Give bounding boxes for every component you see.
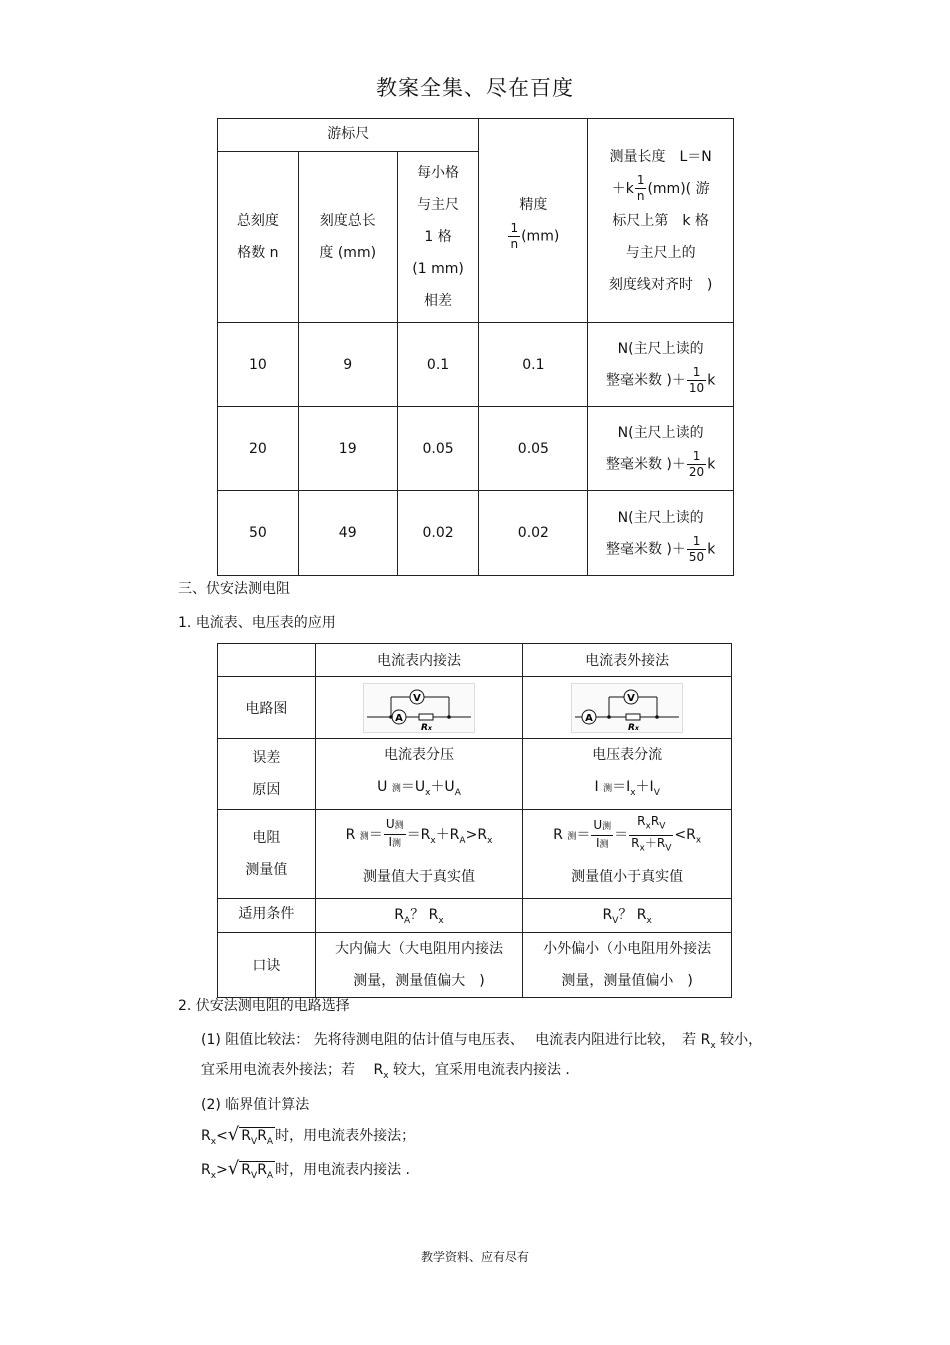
svg-text:Rx: Rx bbox=[421, 722, 432, 733]
formula-line: $R_x<√$ $R_VR_A$ 时，用电流表外接法； bbox=[201, 1124, 415, 1150]
subsection-heading: 2. 伏安法测电阻的电路选择 bbox=[178, 998, 350, 1014]
header-division-diff: 每小格 与主尺 1 格 (1 mm) 相差 bbox=[397, 152, 479, 323]
header-total-divisions: 总刻度 格数 n bbox=[218, 152, 299, 323]
paragraph: (1) 阻值比较法： 先将待测电阻的估计值与电压表、 电流表内阻进行比较， 若 $R_x$ 较小， bbox=[201, 1032, 763, 1051]
condition-external: $R_V$？ $R_x$ bbox=[523, 898, 732, 932]
page-title: 教案全集、尽在百度 bbox=[376, 76, 574, 100]
subsection-heading: 1. 电流表、电压表的应用 bbox=[178, 615, 336, 631]
col-internal: 电流表内接法 bbox=[315, 644, 523, 677]
header-precision: 精度 $\frac{1}{n}$ (mm) bbox=[479, 119, 588, 323]
svg-text:V: V bbox=[627, 692, 636, 704]
paragraph: (2) 临界值计算法 bbox=[201, 1097, 310, 1113]
ammeter-table bbox=[217, 643, 732, 998]
svg-text:A: A bbox=[585, 712, 594, 724]
svg-text:Rx: Rx bbox=[628, 722, 639, 733]
error-external: 电压表分流 I 测$=I_x+I_V$ bbox=[523, 739, 732, 810]
col-external: 电流表外接法 bbox=[523, 644, 732, 677]
header-total-length: 刻度总长 度 (mm) bbox=[298, 152, 397, 323]
row-circuit: 电路图 bbox=[218, 677, 316, 739]
formula-line: $R_x>√$ $R_VR_A$ 时，用电流表内接法 . bbox=[201, 1158, 410, 1184]
vernier-table bbox=[217, 118, 734, 576]
mnemonic-external: 小外偏小（小电阻用外接法 测量，测量值偏小 ) bbox=[523, 932, 732, 997]
page-footer: 教学资料、应有尽有 bbox=[420, 1250, 529, 1264]
internal-circuit-diagram bbox=[363, 683, 475, 733]
table-row: 50 49 0.02 0.02 N(主尺上读的 整毫米数 )＋ $\frac{1}{50}$ k bbox=[218, 491, 734, 576]
svg-text:A: A bbox=[395, 712, 403, 724]
vernier-group-header: 游标尺 bbox=[218, 119, 479, 152]
row-condition: 适用条件 bbox=[218, 898, 316, 932]
mnemonic-internal: 大内偏大（大电阻用内接法 测量，测量值偏大 ) bbox=[315, 932, 523, 997]
row-measured-value: 电阻 测量值 bbox=[218, 809, 316, 898]
header-measure-length: 测量长度 L＝N ＋k $\frac{1}{n}$ (mm)( 游 标尺上第 k 格 与主尺上的 刻度线对齐时 ) bbox=[588, 119, 734, 323]
row-mnemonic: 口诀 bbox=[218, 932, 316, 997]
condition-internal: $R_A$？ $R_x$ bbox=[315, 898, 523, 932]
value-internal: R 测＝ $\frac{\text{U测}}{\text{I测}}$ $=R_x+R_A>R_x$ 测量值大于真实值 bbox=[315, 809, 523, 898]
row-error-cause: 误差 原因 bbox=[218, 739, 316, 810]
svg-text:V: V bbox=[413, 692, 421, 704]
table-row: 20 19 0.05 0.05 N(主尺上读的 整毫米数 )＋ $\frac{1}{20}$ k bbox=[218, 407, 734, 491]
table-row: 10 9 0.1 0.1 N(主尺上读的 整毫米数 )＋ $\frac{1}{10}$ k bbox=[218, 323, 734, 407]
external-circuit-diagram bbox=[571, 683, 683, 733]
error-internal: 电流表分压 U 测$=U_x+U_A$ bbox=[315, 739, 523, 810]
value-external: R 测＝ $\frac{\text{U测}}{\text{I测}}$ ＝ $\frac{R_xR_V}{R_x+R_V}$ $<R_x$ 测量值小于真实值 bbox=[523, 809, 732, 898]
section-heading: 三、伏安法测电阻 bbox=[178, 581, 290, 597]
paragraph: 宜采用电流表外接法；若 $R_x$ 较大，宜采用电流表内接法 . bbox=[201, 1062, 570, 1081]
